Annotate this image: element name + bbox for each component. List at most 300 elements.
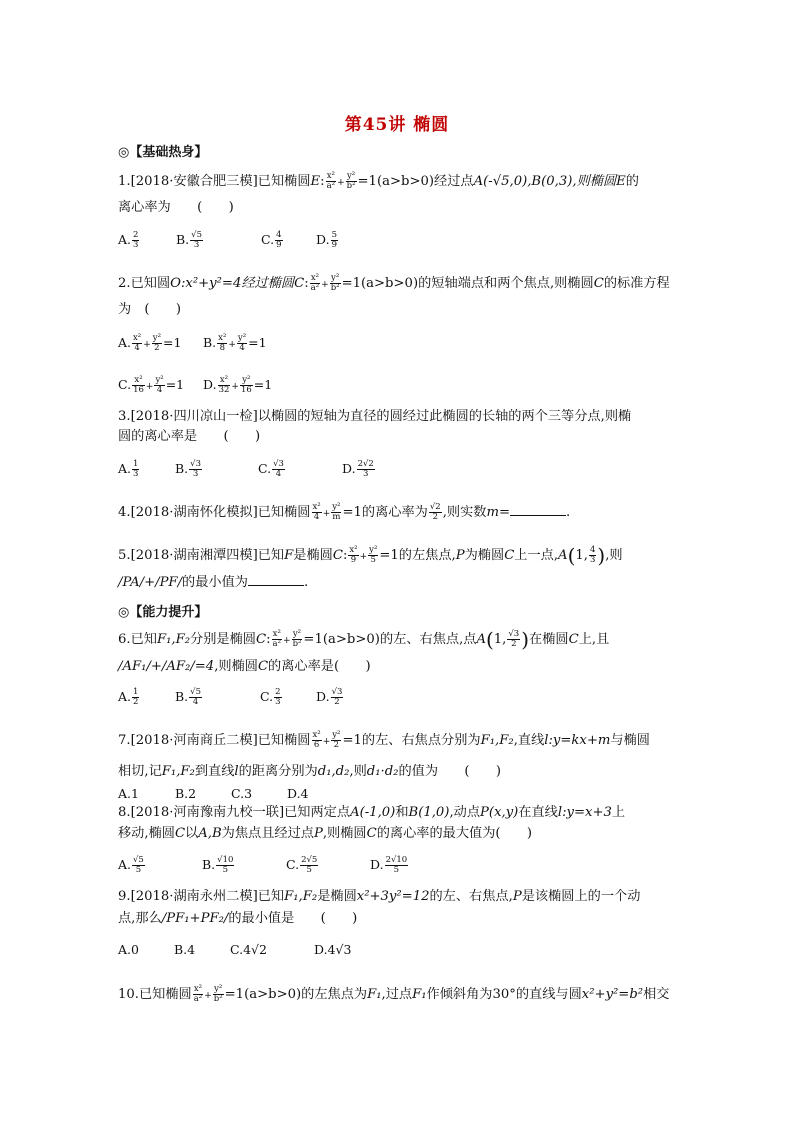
q9-text: 是椭圆 [317,889,357,904]
q6-paren-close: ) [521,627,530,652]
opt-plus: + [143,340,151,350]
frac-den: 32 [218,385,230,395]
q10-frac-x [193,985,203,1004]
q6-var: F₁,F₂ [156,632,191,647]
q5-paren-open: ( [567,543,576,568]
opt-label: A. [118,857,132,872]
frac-num: y² [292,629,302,639]
opt-label: A. [118,689,132,704]
frac-num: y² [155,375,164,385]
q5-expr: /PA/+/PF/ [118,575,183,590]
opt-label: A. [118,232,132,247]
q10-plus: + [204,991,212,1001]
opt-frac [385,856,409,875]
question-1-line-1 [118,172,639,192]
frac-num: x² [349,545,358,555]
frac-num: x² [218,333,227,343]
q9-option-d[interactable]: D.4√3 [314,942,352,957]
q9-option-a[interactable]: A.0 [118,942,139,957]
frac-num: 4 [276,230,282,240]
q6-var: C [568,632,579,647]
question-8-options [118,856,409,875]
frac-den: 3 [362,469,369,479]
q8-text: 上 [611,805,626,820]
q1-source: [2018·安徽合肥三模] [130,174,258,189]
q6-text: 分别是椭圆 [190,632,256,647]
q8-text: ,则椭圆 [322,826,367,841]
opt-frac [190,231,203,250]
q2-text: 2.已知圆 [118,276,171,291]
q5-text: ,则 [605,548,623,563]
question-3-options [118,460,376,479]
frac-den: 2 [154,343,160,353]
frac-den: 16 [133,385,144,395]
q4-var: m [486,505,499,520]
q7-var: d₁,d₂ [317,764,350,779]
opt-label: B. [202,857,216,872]
question-2-options-row-1 [118,334,267,353]
q2-var: O [170,276,181,291]
opt-label: A. [118,335,132,350]
question-6-line-1 [118,627,610,652]
opt-plus: + [145,382,154,392]
q8-var: P(x,y) [480,805,519,820]
q2-eq: :x²+y²=4经过椭圆 [180,276,295,291]
q7-text: 与椭圆 [610,733,650,748]
question-7-line-1 [118,731,650,751]
q6-plus: + [283,636,291,646]
q7-eq: :y=kx+m [548,733,611,748]
q6-frac-y [292,630,303,649]
question-2-options-row-2 [118,376,272,395]
opt-label: B. [175,461,189,476]
q1-cond: =1(a>b>0)经过点 [357,174,474,189]
frac-den: m [332,512,341,522]
frac-den: 5 [306,865,312,875]
frac-den: 9 [350,555,357,565]
frac-den: 16 [240,385,252,395]
q5-var: C [332,548,343,563]
q4-frac-x [312,503,322,522]
q9-var: P [512,889,522,904]
question-9-line-2 [118,910,357,928]
q8-text: 移动,椭圆 [118,826,175,841]
q6-text: ,则椭圆 [214,659,258,674]
q5-text: 的最小值为 [182,575,248,590]
frac-num: 1 [133,459,139,469]
frac-den: 2 [432,512,438,522]
q10-text: =1(a>b>0)的左焦点为 [224,987,368,1002]
q7-option-a[interactable]: A.1 [118,786,139,801]
q1-frac-y [346,172,357,191]
q6-option-c[interactable] [260,688,316,707]
opt-plus: + [228,340,236,350]
opt-label: B. [203,335,217,350]
frac-num: y² [240,376,253,386]
q6-var: C [257,659,269,674]
q1-tail: 的 [625,174,639,189]
q6-text: 的离心率是( ) [268,659,371,674]
q10-var: F₁ [367,987,382,1002]
opt-frac [216,856,234,875]
q8-text: 的离心率的最大值为( ) [376,826,533,841]
opt-frac [274,688,281,707]
opt-frac [132,460,139,479]
q7-text: ,则 [349,764,367,779]
frac-num: y² [331,273,340,283]
frac-den: 4 [239,343,245,353]
question-7-line-2 [118,763,501,781]
frac-den: 8 [219,343,225,353]
opt-label: C. [286,857,300,872]
q6-option-a[interactable] [118,688,175,707]
q2-option-b[interactable] [203,334,267,353]
frac-den: 4 [192,697,199,707]
opt-frac [132,334,142,353]
q6-point-x: 1, [493,632,507,647]
q4-text: ,则实数 [442,505,487,520]
opt-eq: =1 [162,335,182,350]
q9-text: 的最小值是 ( ) [228,911,358,926]
q5-var: A [558,548,568,563]
frac-num: y² [369,545,378,555]
frac-num: √3 [190,459,201,469]
opt-label: C. [260,689,274,704]
q3-option-b[interactable] [175,460,258,479]
q8-text: 和 [395,805,409,820]
opt-frac [218,376,231,395]
q5-paren-close: ) [597,543,606,568]
q9-eq: x²+3y²=12 [356,889,430,904]
question-2-line-1 [118,274,670,294]
frac-num: x² [312,502,321,512]
q9-text: 点,那么 [118,911,162,926]
frac-den: 2 [133,697,139,707]
frac-den: 3 [193,240,200,250]
opt-frac [331,231,338,250]
frac-num: √5 [190,687,201,697]
q2-text: =1(a>b>0)的短轴端点和两个焦点,则椭圆 [341,276,594,291]
q8-var: C [174,826,186,841]
q9-option-c[interactable]: C.4√2 [230,942,267,957]
frac-num: 5 [331,230,337,240]
q7-var: l [234,764,239,779]
q2-option-a[interactable] [118,334,203,353]
q5-var: C [504,548,515,563]
frac-num: x² [132,376,145,386]
q8-text: 以 [185,826,199,841]
q2-frac-x [310,274,320,293]
frac-den: b² [213,994,223,1004]
q8-var: P [313,826,323,841]
q1-plus: + [337,178,345,188]
opt-label: C. [258,461,272,476]
opt-eq: =1 [253,377,273,392]
q8-var: B(1,0) [408,805,450,820]
q6-var: C [255,632,267,647]
q1-frac-x [326,172,336,191]
q1-colon: : [320,174,325,189]
q2-text: 的标准方程 [603,276,670,291]
q5-end: . [303,575,309,590]
frac-den: b² [346,181,356,191]
q1-points: A(-√5,0),B(0,3),则椭圆 [473,174,617,189]
frac-num: 2√10 [385,855,408,865]
q9-text: 的左、右焦点, [429,889,513,904]
opt-label: B. [175,689,189,704]
q7-plus: + [322,737,331,747]
frac-den: 4 [313,512,320,522]
frac-den: a² [272,639,282,649]
opt-label: C. [261,232,275,247]
opt-frac [357,460,375,479]
q5-text: 5.[2018·湖南湘潭四模]已知 [118,548,285,563]
opt-frac [217,334,227,353]
q8-option-b[interactable] [202,856,286,875]
frac-den: 5 [393,865,400,875]
q5-text: =1的左焦点, [379,548,456,563]
frac-den: 3 [589,555,596,565]
q4-plus: + [322,509,331,519]
frac-num: x² [310,273,320,283]
opt-frac [240,376,253,395]
q6-expr: /AF₁/+/AF₂/=4 [118,659,215,674]
frac-num: y² [346,171,356,181]
question-2-line-2: 为 ( ) [118,302,182,317]
q6-option-b[interactable] [175,688,260,707]
q7-var: l [544,733,549,748]
q6-colon: : [266,632,271,647]
question-4 [118,503,570,523]
frac-den: 9 [276,240,282,250]
frac-den: 3 [275,697,281,707]
frac-den: b² [330,283,340,293]
q4-text: =1的离心率为 [342,505,428,520]
q7-text: 相切,记 [118,764,162,779]
q8-option-a[interactable] [118,856,202,875]
q10-text: 作倾斜角为30°的直线与圆 [426,987,582,1002]
q8-var: A,B [198,826,222,841]
frac-num: √3 [508,629,520,639]
q1-var2: E [616,174,626,189]
q3-option-c[interactable] [258,460,342,479]
opt-frac [154,376,164,395]
question-3-line-1: 3.[2018·四川凉山一检]以椭圆的短轴为直径的圆经过此椭圆的长轴的两个三等分点,则椭 [118,409,632,424]
frac-num: √10 [217,855,234,865]
q2-colon: : [304,276,309,291]
frac-den: 4 [134,343,140,353]
q7-option-d[interactable]: D.4 [287,786,309,801]
frac-num: x² [312,730,321,740]
q8-text: 在直线 [518,805,558,820]
opt-plus: + [231,382,239,392]
q8-text: 为焦点且经过点 [221,826,314,841]
question-9-options [118,942,351,957]
q7-text: 的值为 ( ) [398,764,502,779]
question-1-line-2: 离心率为 ( ) [118,200,234,215]
opt-eq: =1 [248,335,267,350]
frac-num: x² [193,984,203,994]
q5-frac-pt [589,546,596,565]
frac-den: b² [292,639,302,649]
q6-option-d[interactable] [316,688,344,707]
q7-option-b[interactable]: B.2 [175,786,197,801]
q4-eq: = [498,505,511,520]
frac-den: a² [310,283,320,293]
q9-vector-expr: /PF₁+PF₂/ [161,911,229,926]
opt-label: D. [203,377,217,392]
q4-end: . [566,505,571,520]
opt-eq: =1 [165,377,185,392]
q6-text: 上,且 [578,632,610,647]
question-5-line-2 [118,573,308,592]
q1-option-b[interactable] [176,231,261,250]
q9-text: 是该椭圆上的一个动 [521,889,641,904]
opt-label: D. [370,857,384,872]
frac-num: y² [237,333,247,343]
q1-text: 已知椭圆 [257,174,311,189]
q8-text: 8.[2018·河南豫南九校一联]已知两定点 [118,805,351,820]
q7-var: F₁,F₂ [480,733,514,748]
frac-den: 9 [331,240,337,250]
frac-den: 5 [135,865,142,875]
q5-text: 是椭圆 [293,548,333,563]
frac-num: √3 [331,687,343,697]
question-6-options [118,688,344,707]
q2-plus: + [321,280,329,290]
frac-num: 2 [133,230,139,240]
q8-var: C [366,826,377,841]
frac-den: 3 [192,469,199,479]
q7-text: 的距离分别为 [238,764,318,779]
q2-var: C [294,276,305,291]
q7-text: ,直线 [513,733,545,748]
frac-den: a² [326,181,336,191]
q6-paren-open: ( [485,627,494,652]
q10-text: 10.已知椭圆 [118,987,192,1002]
opt-frac [132,856,145,875]
q5-point-x: 1, [575,548,588,563]
q2-var: C [593,276,604,291]
q1-number: 1. [118,174,131,189]
question-9-line-1 [118,888,640,906]
q1-option-a[interactable] [118,231,176,250]
frac-den: 2 [334,697,340,707]
q3-option-d[interactable] [342,460,376,479]
q5-text: 上一点, [514,548,559,563]
q1-option-d[interactable] [316,231,339,250]
frac-num: 2√2 [357,459,374,469]
question-6-line-2 [118,658,371,676]
q7-var: d₁·d₂ [366,764,399,779]
frac-num: x² [326,171,335,181]
q7-text: 到直线 [194,764,235,779]
q5-text: 为椭圆 [464,548,505,563]
q7-option-c[interactable]: C.3 [231,786,253,801]
q6-frac-pt [507,630,520,649]
opt-label: D. [342,461,356,476]
q4-answer-blank[interactable] [510,503,566,516]
frac-num: 2√5 [301,855,318,865]
q10-text: 相交 [643,987,670,1002]
frac-num: y² [152,333,161,343]
q6-text: =1(a>b>0)的左、右焦点,点 [303,632,477,647]
q3-option-a[interactable] [118,460,175,479]
opt-label: C. [118,377,132,392]
frac-den: 5 [370,555,376,565]
opt-frac [237,334,247,353]
q9-option-b[interactable]: B.4 [174,942,196,957]
q2-frac-y [330,274,341,293]
frac-den: 5 [222,865,228,875]
frac-num: √2 [429,502,441,512]
q4-frac-e [429,503,442,522]
frac-den: 4 [275,469,282,479]
opt-frac [189,460,202,479]
opt-frac [132,376,145,395]
opt-frac [132,231,139,250]
q2-option-d[interactable] [203,376,272,395]
frac-num: y² [214,984,223,994]
q2-option-c[interactable] [118,376,203,395]
frac-den: 2 [333,740,340,750]
q10-text: ,过点 [381,987,413,1002]
q7-frac-x [312,731,322,750]
q5-frac-y [368,546,378,565]
question-3-line-2: 圆的离心率是 ( ) [118,429,261,444]
q10-var: F₁ [412,987,427,1002]
q8-var: A(-1,0) [350,805,396,820]
q6-var: A [476,632,486,647]
opt-label: D. [316,232,330,247]
question-8-line-2 [118,825,532,843]
q5-frac-x [348,546,358,565]
q8-option-c[interactable] [286,856,370,875]
frac-num: √5 [133,855,144,865]
frac-num: 4 [589,545,596,555]
q1-option-c[interactable] [261,231,316,250]
page-title: 第45讲 椭圆 [344,115,450,135]
frac-num: y² [332,502,341,512]
frac-den: 3 [133,469,139,479]
question-7-options [118,786,309,801]
opt-label: B. [176,232,190,247]
opt-label: A. [118,461,132,476]
q5-answer-blank[interactable] [248,573,304,586]
opt-frac [272,460,285,479]
question-5-line-1 [118,543,623,568]
question-10-line-1 [118,985,669,1005]
question-8-line-1 [118,804,625,822]
opt-frac [275,231,282,250]
q9-var: F₁,F₂ [284,889,318,904]
question-1-options [118,231,339,250]
q6-text: 6.已知 [118,632,157,647]
q5-var: P [455,548,465,563]
frac-den: 6 [313,740,320,750]
q7-var: F₁,F₂ [161,764,195,779]
frac-num: √3 [273,459,284,469]
opt-frac [152,334,162,353]
q1-var: E [310,174,321,189]
section-basic-heading: ◎【基础热身】 [118,145,208,160]
frac-num: √5 [191,230,202,240]
q5-var: F [284,548,294,563]
frac-den: a² [193,994,203,1004]
opt-frac [300,856,318,875]
q8-option-d[interactable] [370,856,409,875]
frac-den: 3 [133,240,139,250]
